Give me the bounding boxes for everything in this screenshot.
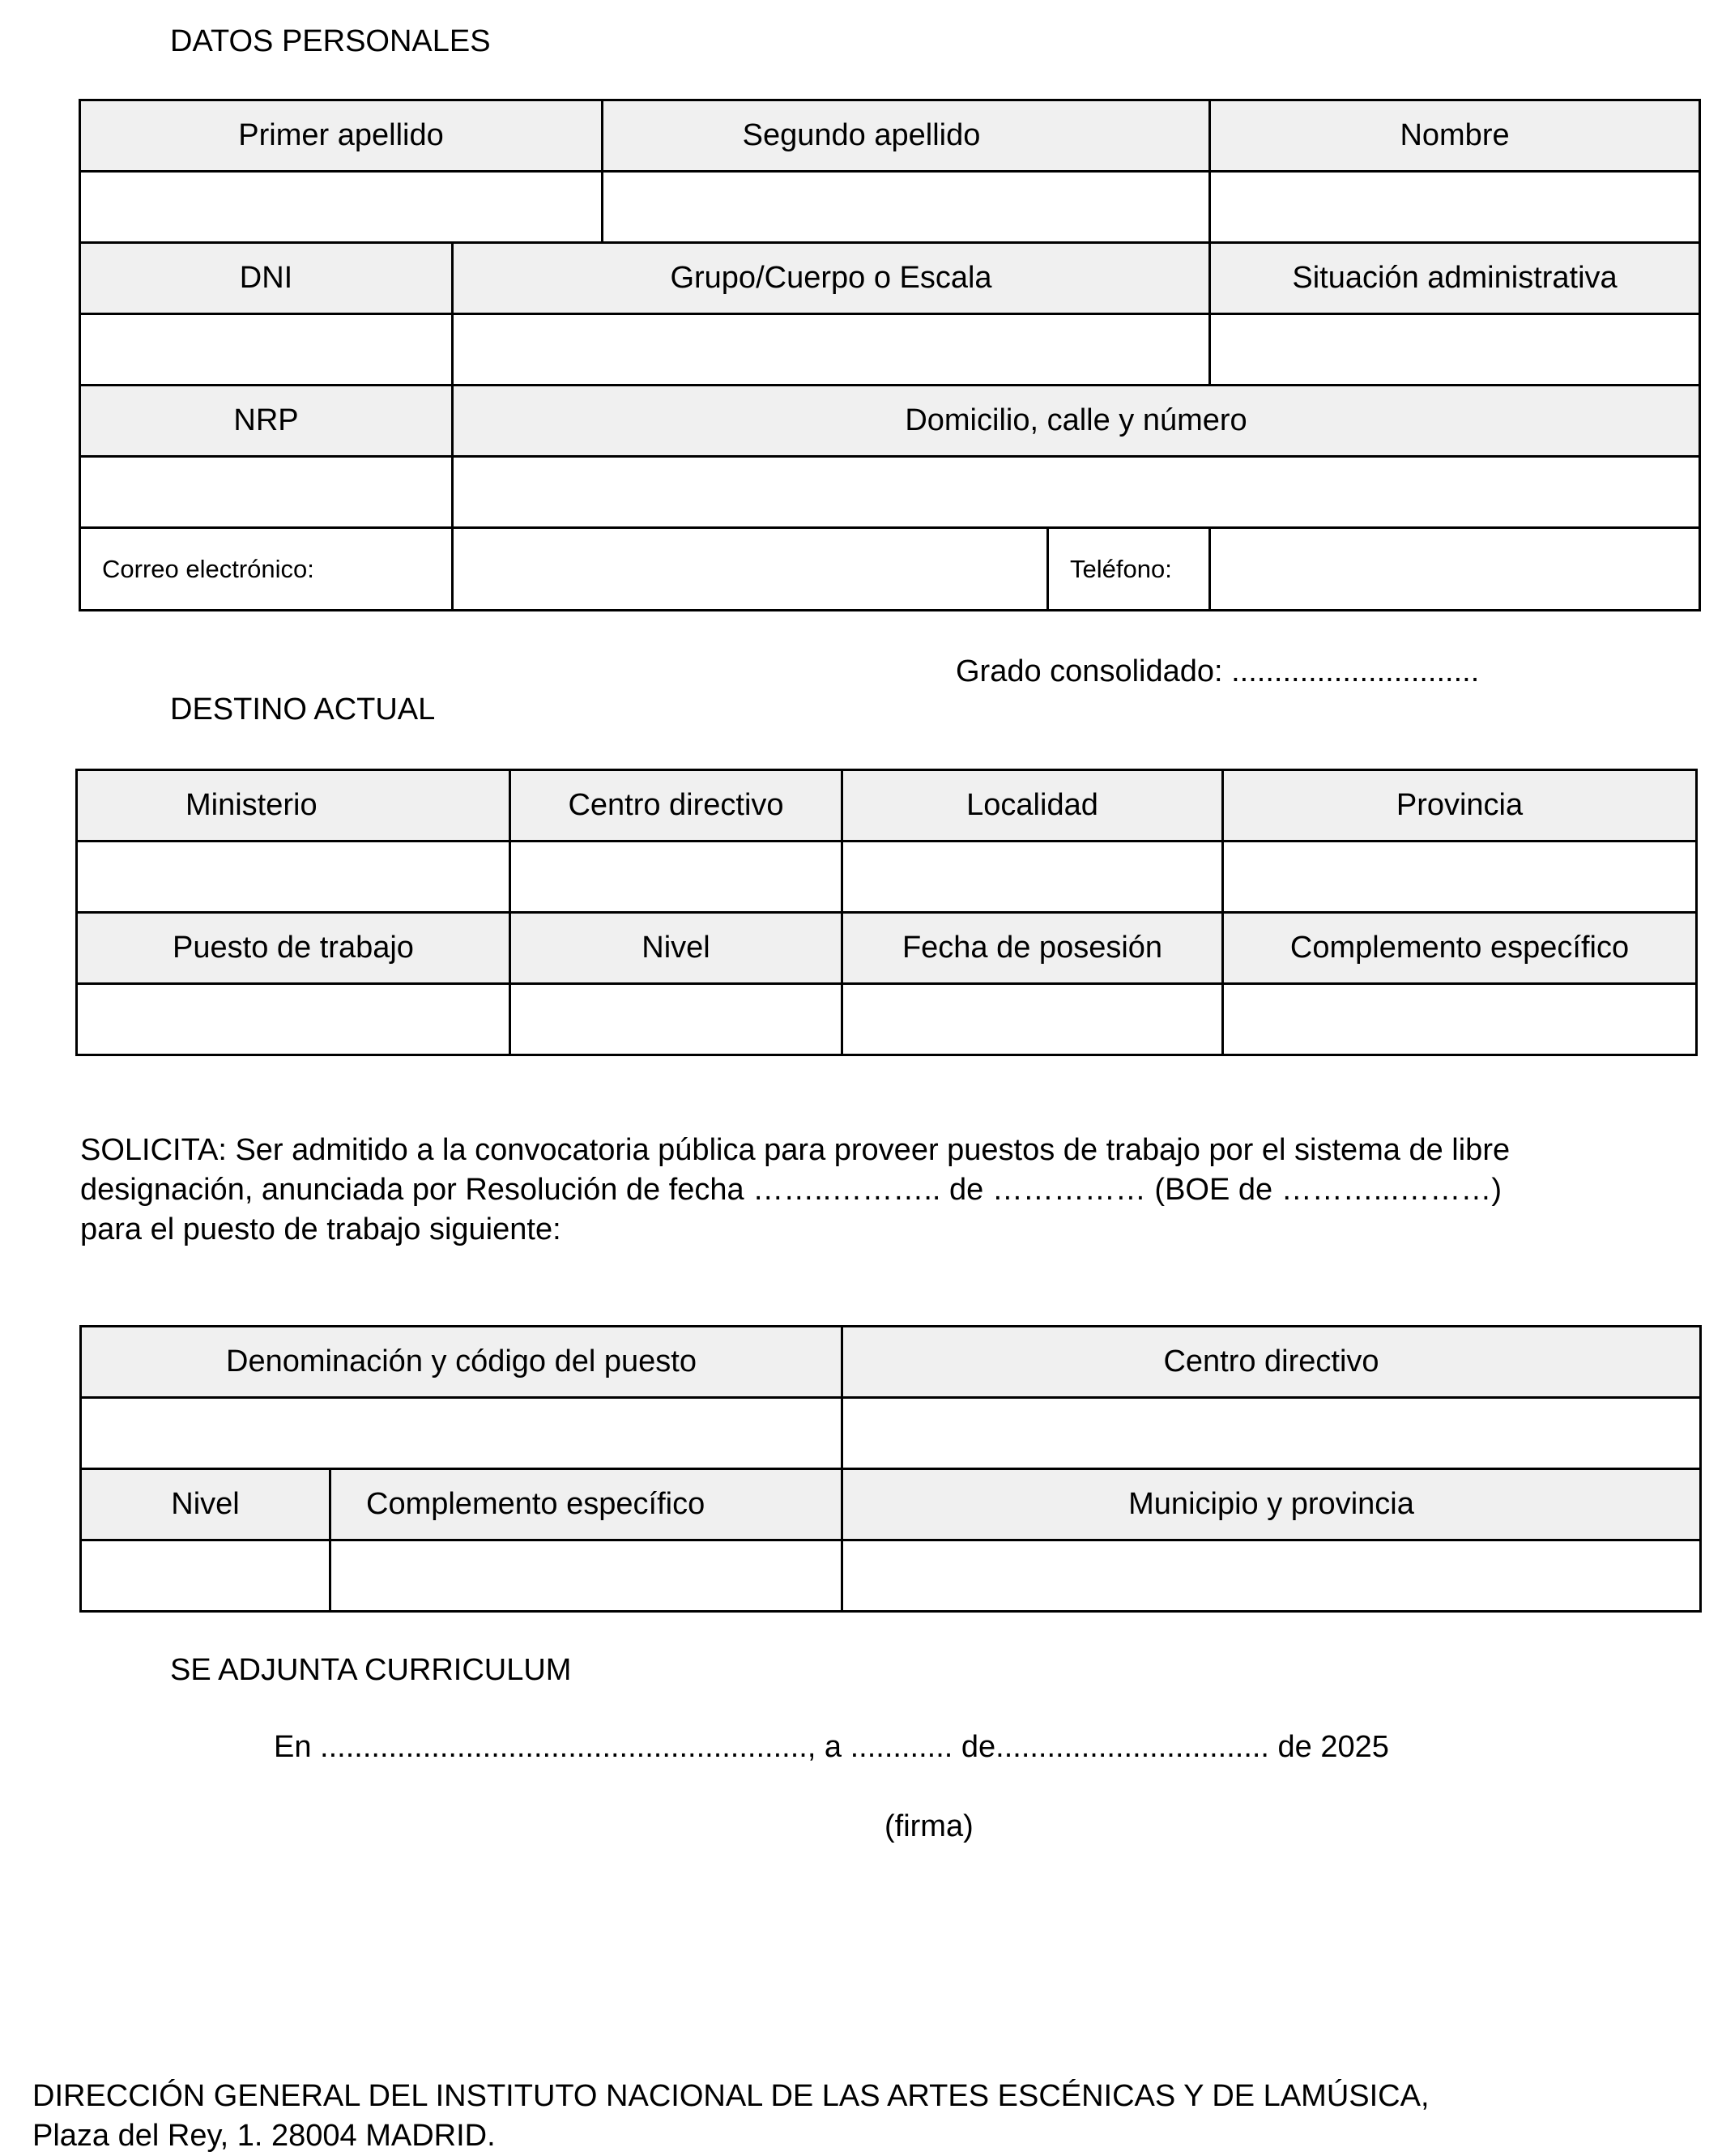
primer-apellido-field[interactable] [80,172,603,243]
header-puesto-trabajo: Puesto de trabajo [77,913,510,984]
localidad-field[interactable] [842,842,1223,913]
solicita-line-2: designación, anunciada por Resolución de fecha ……..……….. de …………… (BOE de ………...………) [80,1173,1502,1207]
grado-consolidado: Grado consolidado: ............................. [956,654,1480,688]
header-fecha-posesion: Fecha de posesión [842,913,1223,984]
complemento-especifico-field[interactable] [1223,984,1697,1055]
header-grupo-cuerpo: Grupo/Cuerpo o Escala [453,243,1210,314]
ministerio-field[interactable] [77,842,510,913]
header-dni: DNI [80,243,453,314]
solicita-line-1: SOLICITA: Ser admitido a la convocatoria pública para proveer puestos de trabajo por el sistema de libre [80,1133,1511,1167]
solicita-line-3: para el puesto de trabajo siguiente: [80,1212,561,1246]
header-nrp: NRP [80,386,453,457]
dni-field[interactable] [80,314,453,386]
puesto-solicitado-table [79,1325,1702,1613]
domicilio-field[interactable] [453,457,1700,528]
fecha-lugar-line: En ........................................................., a ............ de................................ de 2025 [274,1730,1389,1764]
grupo-cuerpo-field[interactable] [453,314,1210,386]
destino-actual-table [75,769,1698,1056]
header-domicilio: Domicilio, calle y número [453,386,1700,457]
municipio-provincia-field[interactable] [842,1540,1701,1612]
complemento-puesto-field[interactable] [330,1540,842,1612]
header-segundo-apellido: Segundo apellido [603,100,1210,172]
centro-directivo-field[interactable] [510,842,842,913]
centro-directivo-puesto-field[interactable] [842,1398,1701,1469]
denominacion-codigo-field[interactable] [81,1398,842,1469]
header-primer-apellido: Primer apellido [80,100,603,172]
email-field[interactable] [453,528,1048,611]
header-nivel-puesto: Nivel [81,1469,330,1540]
header-municipio-provincia: Municipio y provincia [842,1469,1701,1540]
header-situacion-administrativa: Situación administrativa [1210,243,1700,314]
personal-data-table [79,99,1701,611]
nrp-field[interactable] [80,457,453,528]
firma-label: (firma) [884,1809,974,1843]
header-complemento-puesto: Complemento específico [330,1469,842,1540]
header-ministerio: Ministerio [77,770,510,842]
email-label: Correo electrónico: [80,528,453,611]
phone-field[interactable] [1210,528,1700,611]
solicita-paragraph [80,1131,1668,1250]
header-centro-directivo: Centro directivo [510,770,842,842]
header-localidad: Localidad [842,770,1223,842]
section-title-datos-personales: DATOS PERSONALES [170,24,491,58]
phone-label: Teléfono: [1048,528,1210,611]
header-centro-directivo-puesto: Centro directivo [842,1327,1701,1398]
fecha-posesion-field[interactable] [842,984,1223,1055]
segundo-apellido-field[interactable] [603,172,1210,243]
section-title-se-adjunta: SE ADJUNTA CURRICULUM [170,1653,572,1687]
header-provincia: Provincia [1223,770,1697,842]
header-nivel: Nivel [510,913,842,984]
footer-line-1: DIRECCIÓN GENERAL DEL INSTITUTO NACIONAL DE LAS ARTES ESCÉNICAS Y DE LAMÚSICA, [32,2079,1430,2113]
provincia-field[interactable] [1223,842,1697,913]
situacion-field[interactable] [1210,314,1700,386]
footer-address [32,2077,1701,2156]
puesto-trabajo-field[interactable] [77,984,510,1055]
header-complemento-especifico: Complemento específico [1223,913,1697,984]
nivel-field[interactable] [510,984,842,1055]
nivel-puesto-field[interactable] [81,1540,330,1612]
nombre-field[interactable] [1210,172,1700,243]
section-title-destino-actual: DESTINO ACTUAL [170,692,436,726]
footer-line-2: Plaza del Rey, 1. 28004 MADRID. [32,2119,496,2153]
header-nombre: Nombre [1210,100,1700,172]
header-denominacion-codigo: Denominación y código del puesto [81,1327,842,1398]
